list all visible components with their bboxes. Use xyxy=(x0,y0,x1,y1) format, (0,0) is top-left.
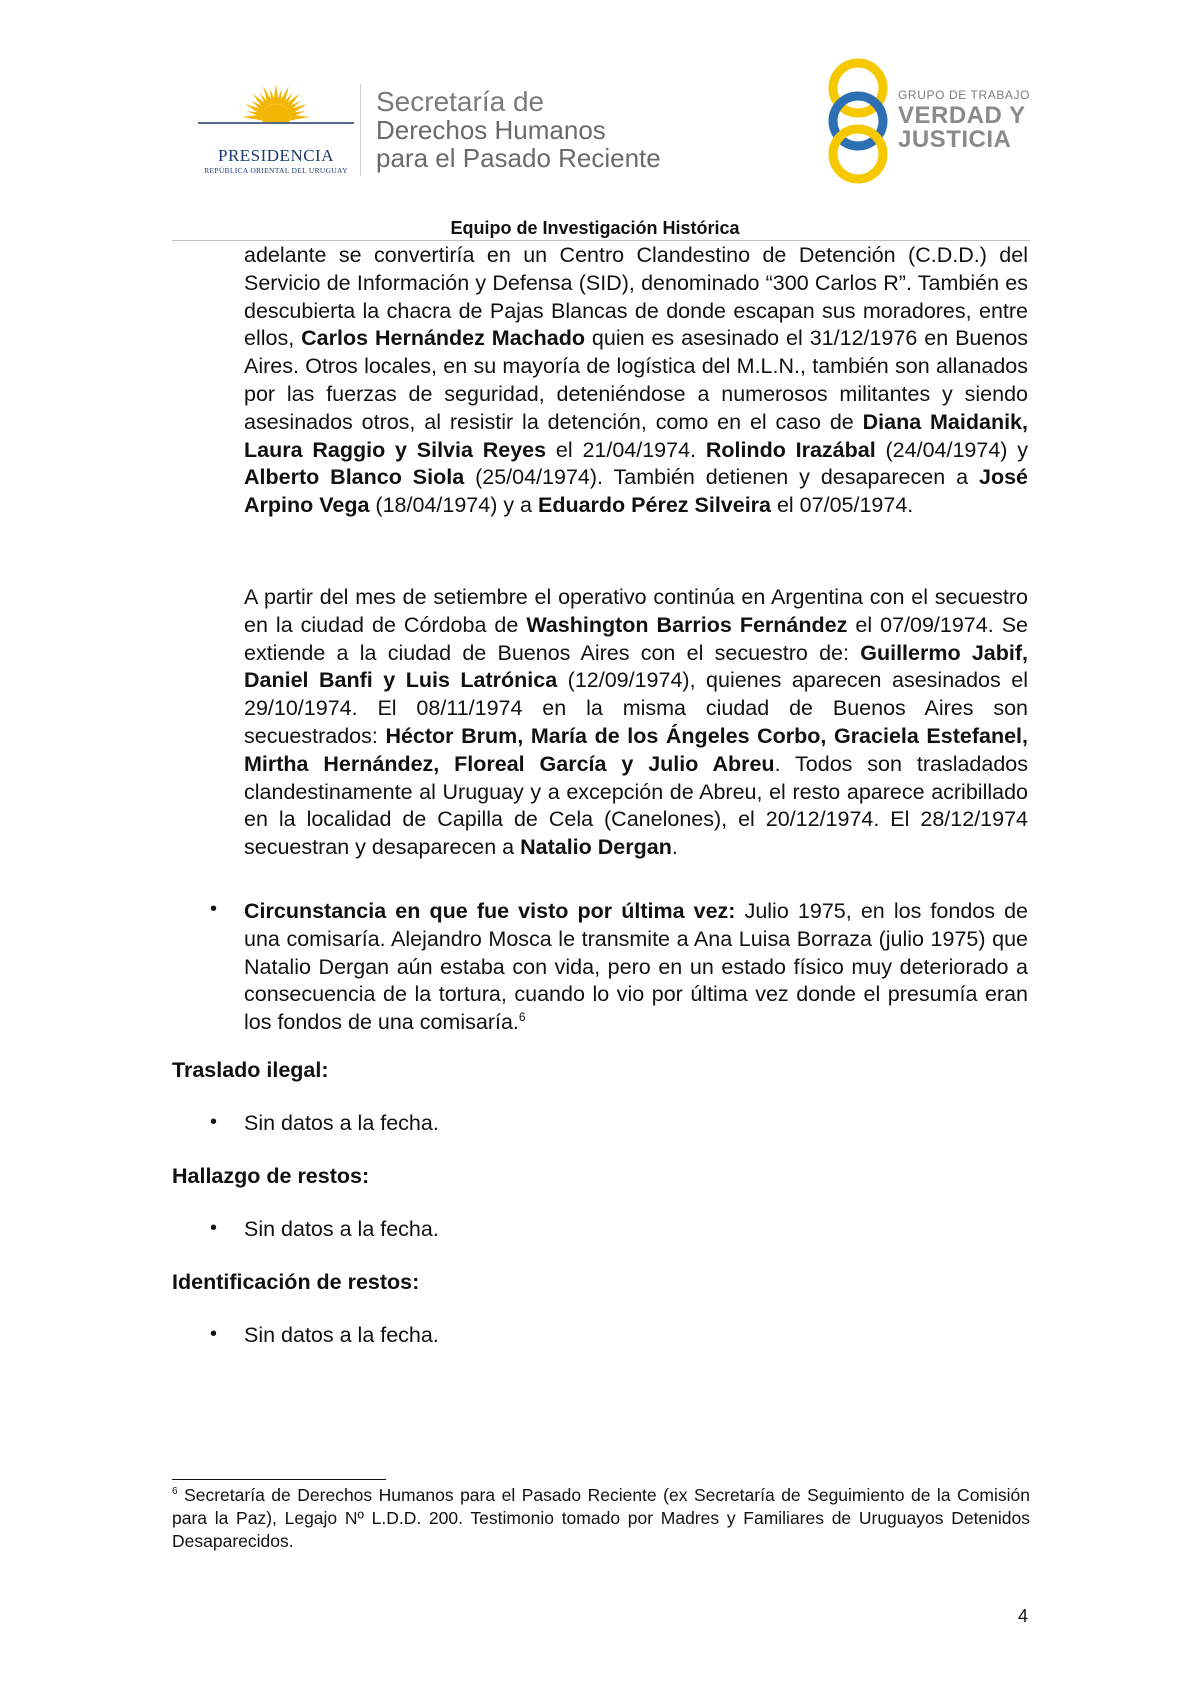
p1-text-5: (25/04/1974). También detienen y desaparecen a xyxy=(464,465,979,490)
bullet-icon: • xyxy=(210,1111,218,1133)
heading-hallazgo: Hallazgo de restos: xyxy=(172,1164,370,1188)
equipo-title: Equipo de Investigación Histórica xyxy=(450,218,740,238)
bullet-icon: • xyxy=(210,898,218,920)
footnote-ref[interactable]: 6 xyxy=(518,1010,526,1025)
p1-bold-2: Diana Maidanik, Laura Raggio y Silvia Reyes xyxy=(244,409,1028,462)
republica-label: REPÚBLICA ORIENTAL DEL URUGUAY xyxy=(204,166,348,175)
grupo-label: GRUPO DE TRABAJO xyxy=(898,88,1031,102)
heading-identificacion: Identificación de restos: xyxy=(172,1270,420,1294)
p2-text-1: A partir del mes de setiembre el operativo continúa en Argentina con el secuestro en la ciudad de Córdoba de xyxy=(244,585,1028,637)
secretaria-line-3: para el Pasado Reciente xyxy=(376,143,661,173)
secretaria-line-1: Secretaría de xyxy=(376,86,545,117)
verdad-label: VERDAD Y xyxy=(898,102,1026,129)
p1-text-2: quien es asesinado el 31/12/1976 en Buenos Aires. Otros locales, en su mayoría de logística del M.L.N., también son allanados por las fuerzas de seguridad, deteniéndose a numerosos militantes y siendo asesinados otros, al resistir la detención, como en el caso de xyxy=(244,326,1028,434)
p1-bold-4: Alberto Blanco Siola xyxy=(244,465,465,490)
p1-text-1: adelante se convertiría en un Centro Clandestino de Detención (C.D.D.) del Servicio de Información y Defensa (SID), denominado “300 Carlos R”. También es descubierta la chacra de Pajas Blancas de donde escapan sus moradores, entre ellos, xyxy=(244,243,1028,351)
p2-text-4: . Todos son trasladados clandestinamente al Uruguay y a excepción de Abreu, el resto aparece acribillado en la localidad de Capilla de Cela (Canelones), el 20/12/1974. El 28/12/1974 secuestran y desaparecen a xyxy=(244,751,1029,860)
p1-bold-3: Rolindo Irazábal xyxy=(705,437,876,462)
rings-icon xyxy=(824,58,896,184)
p1-text-6: (18/04/1974) y a xyxy=(369,493,538,518)
p2-bold-3: Héctor Brum, María de los Ángeles Corbo, Graciela Estefanel, Mirtha Hernández, Floreal García y Julio Abreu xyxy=(244,723,1028,776)
footnote-separator xyxy=(172,1479,386,1480)
item-traslado: Sin datos a la fecha. xyxy=(244,1111,439,1135)
bullet-icon: • xyxy=(210,1323,218,1345)
footnote-number: 6 xyxy=(172,1486,178,1498)
bullet-icon: • xyxy=(210,1217,218,1239)
p2-text-5: . xyxy=(671,835,678,860)
p1-bold-1: Carlos Hernández Machado xyxy=(301,326,585,351)
page-header xyxy=(0,0,1190,238)
p1-text-7: el 07/05/1974. xyxy=(771,493,914,518)
sun-emblem-icon xyxy=(196,78,356,148)
p2-text-3: (12/09/1974), quienes aparecen asesinados el 29/10/1974. El 08/11/1974 en la misma ciudad de Buenos Aires son secuestrados: xyxy=(244,668,1028,748)
p2-bold-1: Washington Barrios Fernández xyxy=(526,612,848,637)
paragraph-1 xyxy=(244,242,1028,520)
footnote xyxy=(172,1484,1030,1553)
paragraph-2 xyxy=(244,584,1028,862)
heading-traslado: Traslado ilegal: xyxy=(172,1058,329,1082)
p1-bold-5: José Arpino Vega xyxy=(244,465,1028,518)
p1-text-3: el 21/04/1974. xyxy=(546,437,706,462)
secretaria-line-2: Derechos Humanos xyxy=(376,115,606,145)
p2-text-2: el 07/09/1974. Se extiende a la ciudad de Buenos Aires con el secuestro de: xyxy=(244,612,1028,665)
presidencia-logo xyxy=(196,78,356,178)
item-hallazgo: Sin datos a la fecha. xyxy=(244,1217,439,1241)
justicia-label: JUSTICIA xyxy=(898,126,1012,153)
p1-bold-6: Eduardo Pérez Silveira xyxy=(537,493,771,518)
header-divider xyxy=(360,84,361,176)
p2-bold-2: Guillermo Jabif, Daniel Banfi y Luis Latrónica xyxy=(244,640,1029,693)
footnote-text: Secretaría de Derechos Humanos para el Pasado Reciente (ex Secretaría de Seguimiento de la Comisión para la Paz), Legajo Nº L.D.D. 200. Testimonio tomado por Madres y Familiares de Uruguayos Detenidos Desaparecidos. xyxy=(172,1485,1030,1551)
header-rule xyxy=(172,240,1030,241)
item-identificacion: Sin datos a la fecha. xyxy=(244,1323,439,1347)
presidencia-label: PRESIDENCIA xyxy=(217,146,334,165)
p3-label: Circunstancia en que fue visto por última vez: xyxy=(244,899,736,923)
page-number: 4 xyxy=(1018,1606,1029,1626)
verdad-justicia-logo xyxy=(824,58,1044,184)
paragraph-3 xyxy=(244,898,1028,1037)
p3-text: Julio 1975, en los fondos de una comisaría. Alejandro Mosca le transmite a Ana Luisa Borraza (julio 1975) que Natalio Dergan aún estaba con vida, pero en un estado físico muy deteriorado a consecuencia de la tortura, cuando lo vio por última vez donde el presumía eran los fondos de una comisaría. xyxy=(244,899,1029,1035)
secretaria-title xyxy=(376,88,661,172)
p1-text-4: (24/04/1974) y xyxy=(875,437,1028,462)
p2-bold-4: Natalio Dergan xyxy=(520,835,672,860)
